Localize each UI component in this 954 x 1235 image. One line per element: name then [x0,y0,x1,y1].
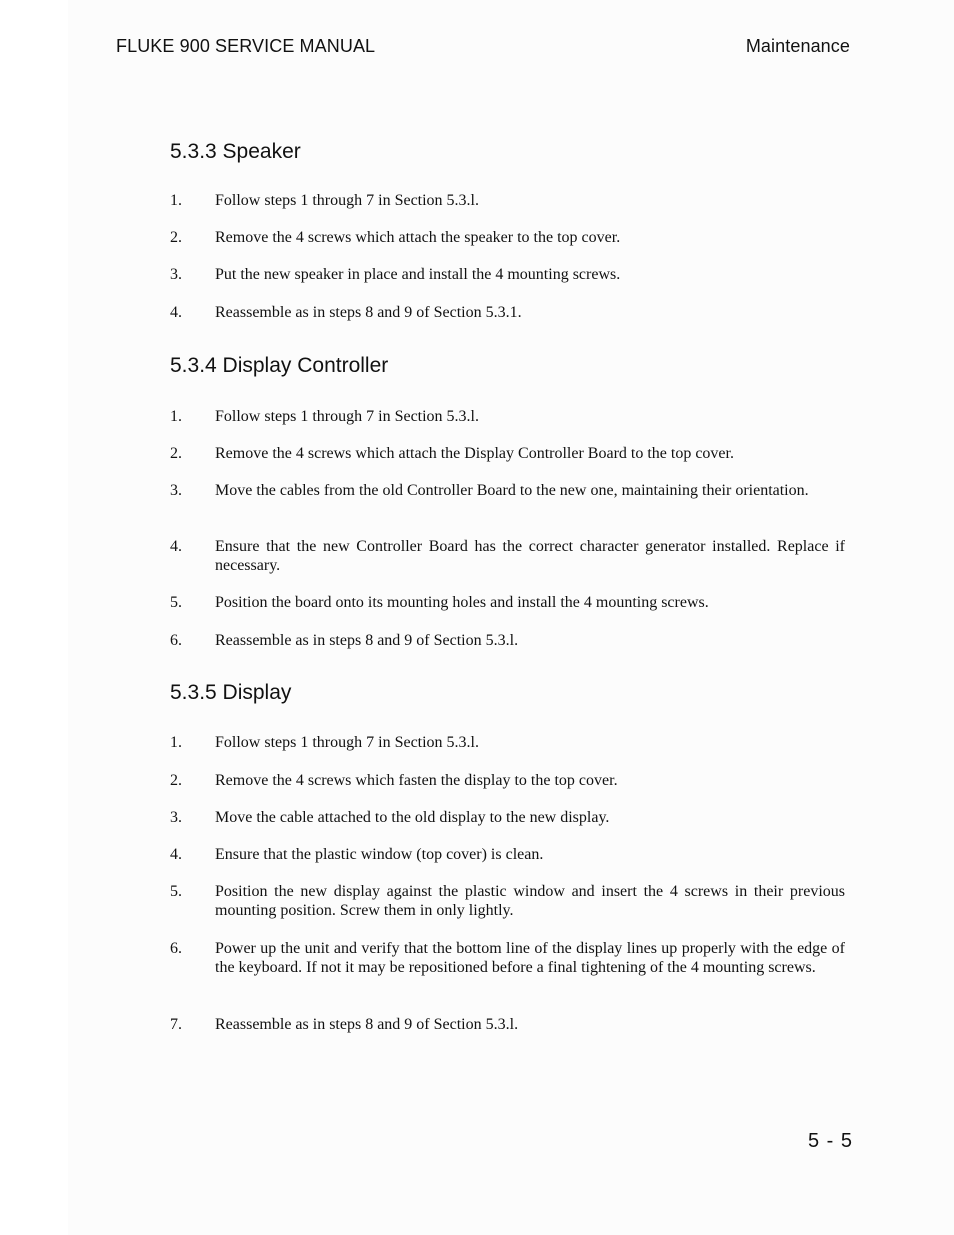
step-text: Reassemble as in steps 8 and 9 of Section 5.3.1. [215,304,522,321]
step-text: Follow steps 1 through 7 in Section 5.3.l. [215,734,479,751]
step-text: Follow steps 1 through 7 in Section 5.3.l. [215,408,479,425]
step-number: 2. [170,772,182,789]
step-number: 5. [170,883,182,900]
step-text: Reassemble as in steps 8 and 9 of Section 5.3.l. [215,632,519,649]
step-text: Reassemble as in steps 8 and 9 of Section 5.3.l. [215,1016,519,1033]
section-title-display-controller: 5.3.4 Display Controller [170,354,389,377]
step-number: 3. [170,809,182,826]
step-number: 7. [170,1016,182,1033]
step-number: 4. [170,304,182,321]
step-text: Ensure that the plastic window (top cover) is clean. [215,846,544,863]
manual-title: FLUKE 900 SERVICE MANUAL [116,36,376,56]
step-text: Ensure that the new Controller Board has the correct character generator installed. Replace if necessary. [215,538,845,574]
step-number: 6. [170,632,182,649]
step-text: Position the board onto its mounting holes and install the 4 mounting screws. [215,594,709,611]
step-number: 1. [170,408,182,425]
page-number: 5 - 5 [808,1130,854,1152]
section-title-display: 5.3.5 Display [170,681,292,704]
step-number: 3. [170,266,182,283]
step-text: Move the cables from the old Controller Board to the new one, maintaining their orientation. [215,482,809,499]
step-number: 2. [170,445,182,462]
step-text: Put the new speaker in place and install the 4 mounting screws. [215,266,621,283]
step-text: Move the cable attached to the old display to the new display. [215,809,610,826]
running-header [116,36,850,57]
step-text: Remove the 4 screws which fasten the display to the top cover. [215,772,618,789]
step-text: Follow steps 1 through 7 in Section 5.3.l. [215,192,479,209]
step-number: 6. [170,940,182,957]
chapter-name: Maintenance [745,36,850,56]
step-text: Remove the 4 screws which attach the Display Controller Board to the top cover. [215,445,734,462]
step-text: Power up the unit and verify that the bottom line of the display lines up properly with the edge of the keyboard. If not it may be repositioned before a final tightening of the 4 mounting screws. [215,940,845,976]
step-number: 4. [170,846,182,863]
step-text: Remove the 4 screws which attach the speaker to the top cover. [215,229,621,246]
step-number: 2. [170,229,182,246]
step-number: 3. [170,482,182,499]
section-title-speaker: 5.3.3 Speaker [170,140,301,163]
step-text: Position the new display against the plastic window and insert the 4 screws in their previous mounting position. Screw them in only lightly. [215,883,845,919]
step-number: 5. [170,594,182,611]
step-number: 4. [170,538,182,555]
step-number: 1. [170,734,182,751]
page-background [68,0,954,1235]
step-number: 1. [170,192,182,209]
